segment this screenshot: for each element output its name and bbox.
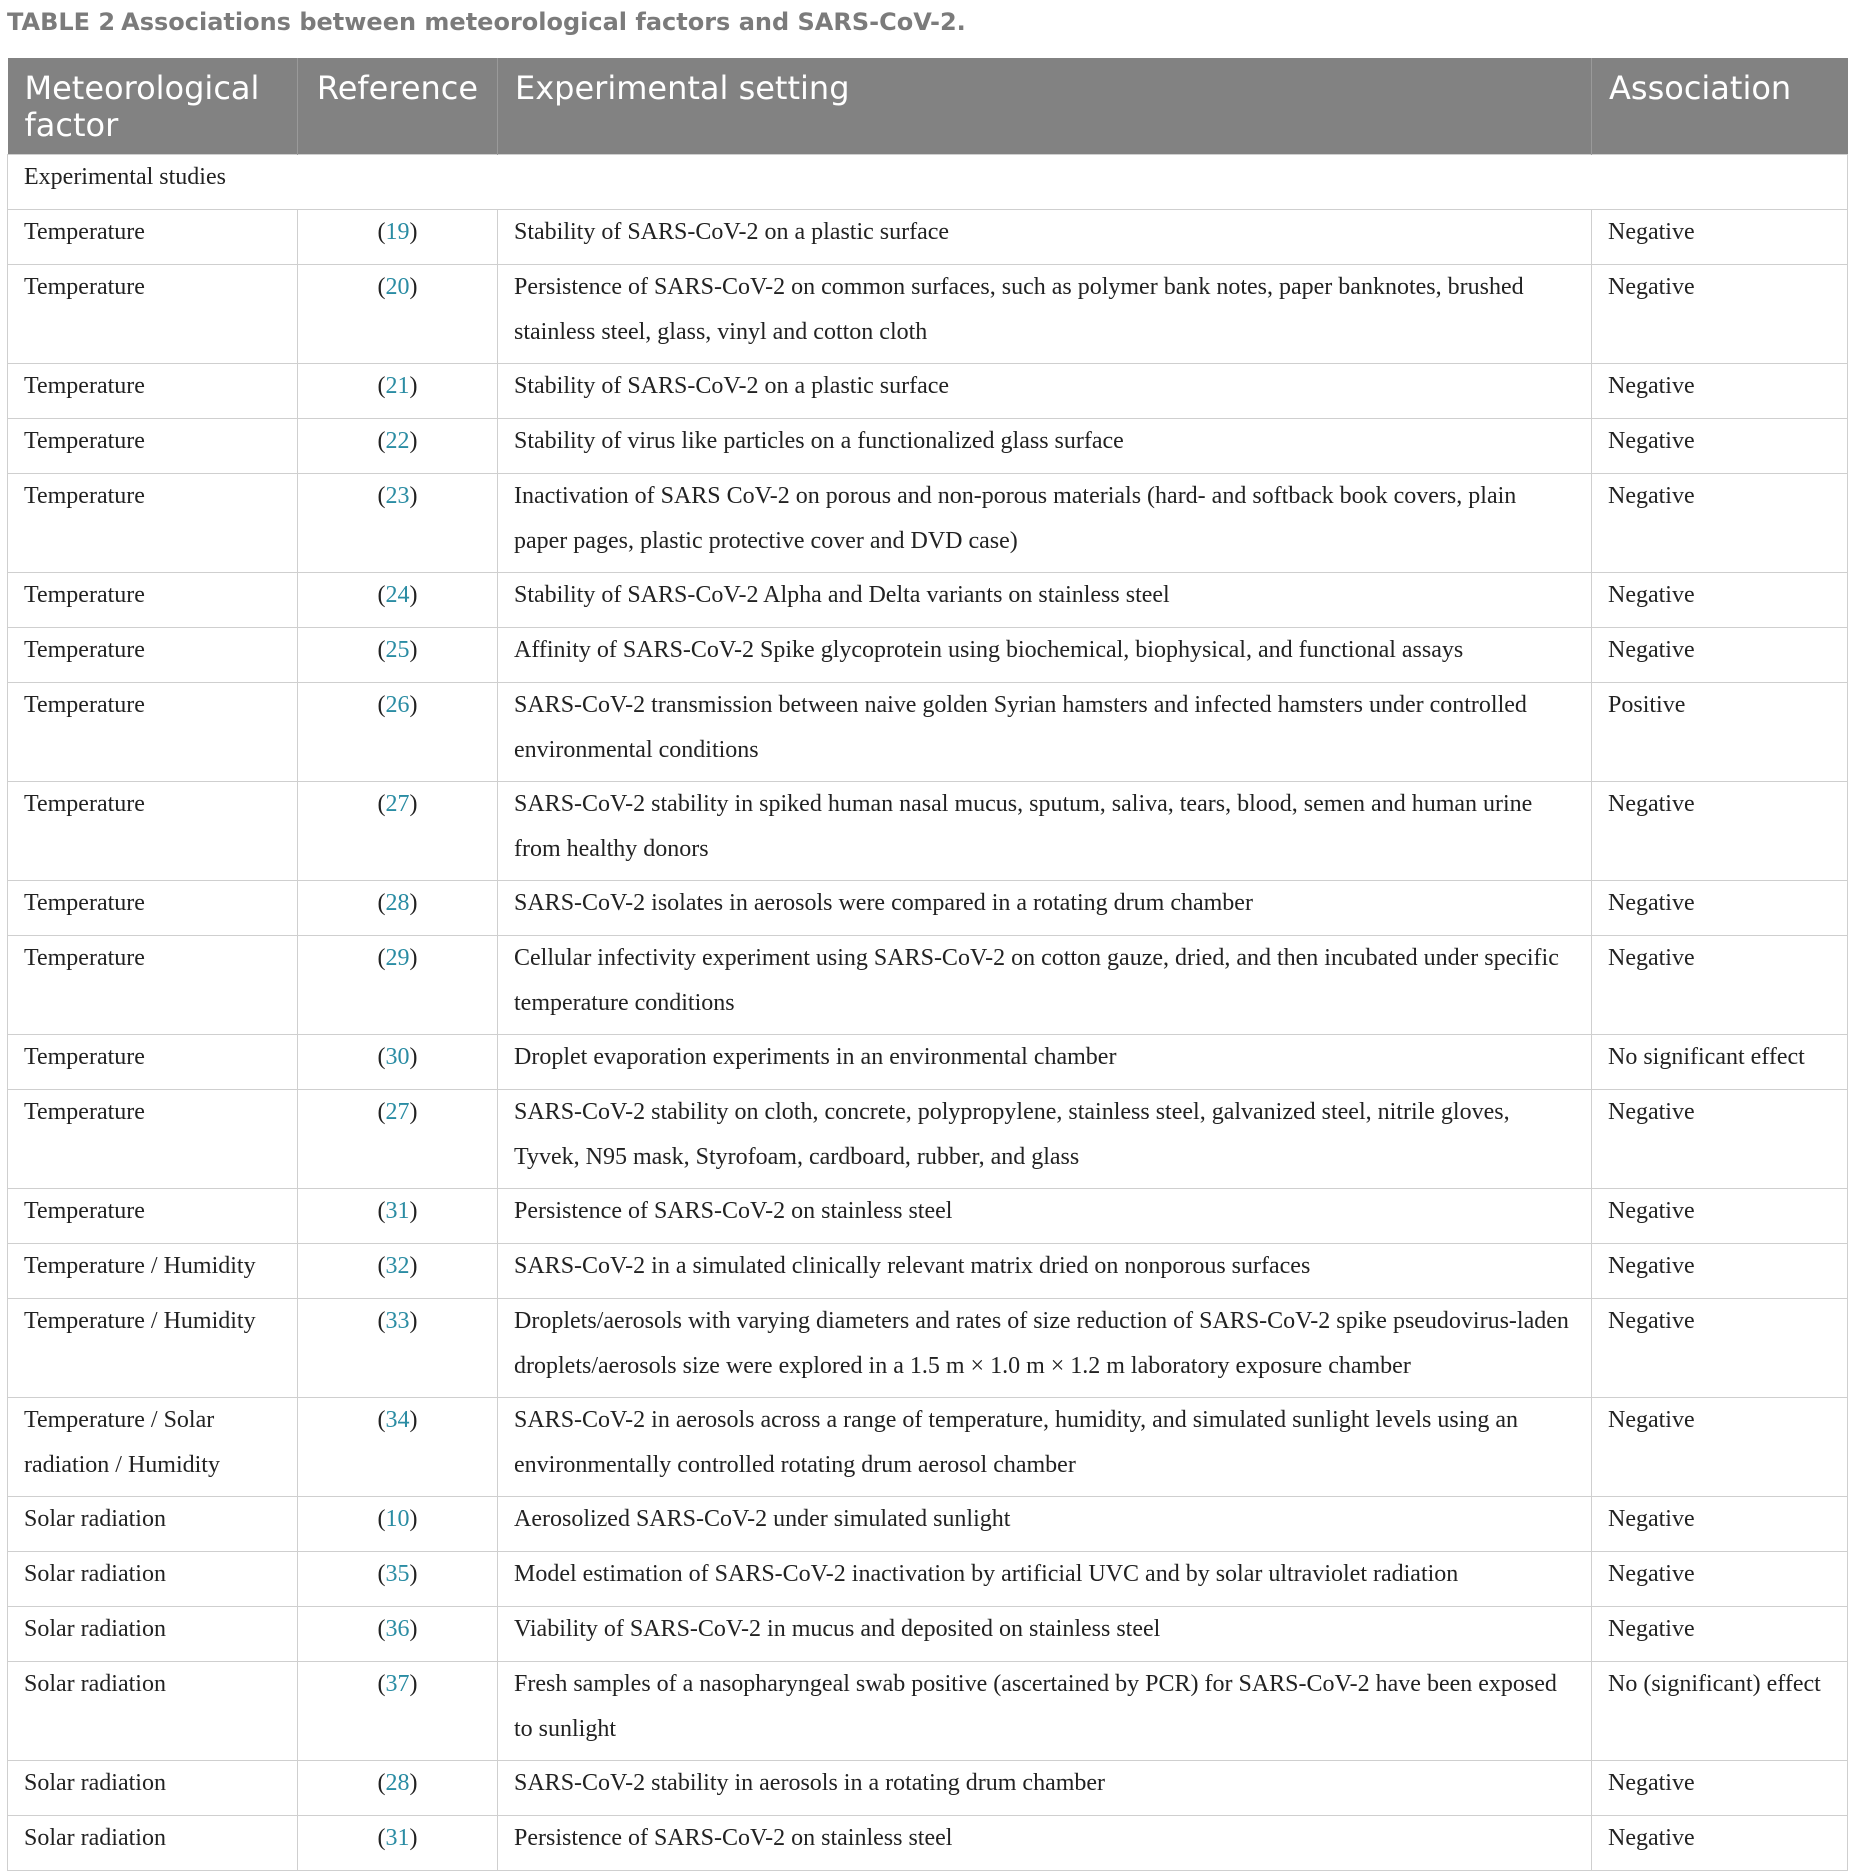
cell-setting: SARS-CoV-2 isolates in aerosols were compared in a rotating drum chamber <box>498 881 1592 936</box>
cell-factor: Temperature <box>8 210 298 265</box>
table-row <box>8 1761 1848 1816</box>
header-factor: Meteorological factor <box>8 58 298 155</box>
cell-factor: Temperature <box>8 474 298 573</box>
cell-reference: (36) <box>298 1607 498 1662</box>
cell-setting: Droplet evaporation experiments in an environmental chamber <box>498 1035 1592 1090</box>
cell-association: Negative <box>1592 1244 1848 1299</box>
reference-link[interactable]: 34 <box>385 1407 410 1433</box>
cell-factor: Temperature <box>8 1090 298 1189</box>
cell-reference: (32) <box>298 1244 498 1299</box>
cell-factor: Temperature <box>8 936 298 1035</box>
table-label: TABLE 2 <box>7 8 116 36</box>
cell-reference: (34) <box>298 1398 498 1497</box>
cell-reference: (19) <box>298 210 498 265</box>
cell-association: Negative <box>1592 628 1848 683</box>
cell-association: Negative <box>1592 1090 1848 1189</box>
cell-association: No (significant) effect <box>1592 1662 1848 1761</box>
cell-factor: Temperature / Solar radiation / Humidity <box>8 1398 298 1497</box>
reference-link[interactable]: 31 <box>385 1825 410 1851</box>
table-row <box>8 1244 1848 1299</box>
table-row <box>8 782 1848 881</box>
cell-setting: Stability of SARS-CoV-2 on a plastic surface <box>498 364 1592 419</box>
cell-factor: Temperature <box>8 265 298 364</box>
table-row <box>8 1552 1848 1607</box>
table-row <box>8 364 1848 419</box>
table-row <box>8 628 1848 683</box>
cell-association: Negative <box>1592 936 1848 1035</box>
table-row <box>8 1035 1848 1090</box>
cell-reference: (31) <box>298 1189 498 1244</box>
reference-link[interactable]: 33 <box>385 1308 410 1334</box>
table-row <box>8 936 1848 1035</box>
table-row <box>8 1607 1848 1662</box>
cell-setting: SARS-CoV-2 transmission between naive golden Syrian hamsters and infected hamsters under controlled environmental conditions <box>498 683 1592 782</box>
reference-link[interactable]: 30 <box>385 1044 410 1070</box>
cell-factor: Temperature <box>8 1035 298 1090</box>
cell-reference: (26) <box>298 683 498 782</box>
reference-link[interactable]: 21 <box>385 373 410 399</box>
table-row <box>8 881 1848 936</box>
cell-association: Negative <box>1592 1299 1848 1398</box>
reference-link[interactable]: 37 <box>385 1671 410 1697</box>
reference-link[interactable]: 22 <box>385 428 410 454</box>
table-row <box>8 210 1848 265</box>
reference-link[interactable]: 23 <box>385 483 410 509</box>
cell-factor: Temperature <box>8 628 298 683</box>
cell-reference: (22) <box>298 419 498 474</box>
reference-link[interactable]: 27 <box>385 1099 410 1125</box>
cell-reference: (33) <box>298 1299 498 1398</box>
cell-setting: Viability of SARS-CoV-2 in mucus and deposited on stainless steel <box>498 1607 1592 1662</box>
section-row <box>8 155 1848 210</box>
cell-setting: Cellular infectivity experiment using SARS-CoV-2 on cotton gauze, dried, and then incubated under specific temperature conditions <box>498 936 1592 1035</box>
associations-table <box>7 58 1848 1871</box>
cell-factor: Temperature <box>8 881 298 936</box>
cell-setting: Persistence of SARS-CoV-2 on stainless steel <box>498 1189 1592 1244</box>
table-row <box>8 1662 1848 1761</box>
cell-reference: (27) <box>298 782 498 881</box>
cell-association: Negative <box>1592 1189 1848 1244</box>
cell-reference: (23) <box>298 474 498 573</box>
cell-reference: (24) <box>298 573 498 628</box>
cell-factor: Solar radiation <box>8 1761 298 1816</box>
cell-factor: Temperature <box>8 364 298 419</box>
cell-association: Negative <box>1592 1398 1848 1497</box>
table-row <box>8 1497 1848 1552</box>
cell-reference: (35) <box>298 1552 498 1607</box>
cell-reference: (30) <box>298 1035 498 1090</box>
cell-reference: (21) <box>298 364 498 419</box>
reference-link[interactable]: 20 <box>385 274 410 300</box>
table-row <box>8 1189 1848 1244</box>
table-row <box>8 1398 1848 1497</box>
cell-factor: Solar radiation <box>8 1497 298 1552</box>
section-label: Experimental studies <box>8 155 1848 210</box>
cell-reference: (28) <box>298 881 498 936</box>
header-association: Association <box>1592 58 1848 155</box>
table-header <box>8 58 1848 155</box>
reference-link[interactable]: 31 <box>385 1198 410 1224</box>
cell-association: Negative <box>1592 881 1848 936</box>
reference-link[interactable]: 35 <box>385 1561 410 1587</box>
cell-factor: Temperature <box>8 1189 298 1244</box>
table-row <box>8 1816 1848 1871</box>
cell-factor: Temperature <box>8 419 298 474</box>
table-title: Associations between meteorological factors and SARS-CoV-2. <box>121 8 966 36</box>
cell-association: Negative <box>1592 474 1848 573</box>
reference-link[interactable]: 36 <box>385 1616 410 1642</box>
reference-link[interactable]: 10 <box>385 1506 410 1532</box>
header-reference: Reference <box>298 58 498 155</box>
cell-setting: Persistence of SARS-CoV-2 on stainless steel <box>498 1816 1592 1871</box>
cell-setting: Affinity of SARS-CoV-2 Spike glycoprotein using biochemical, biophysical, and functional assays <box>498 628 1592 683</box>
cell-association: Negative <box>1592 210 1848 265</box>
cell-setting: Stability of SARS-CoV-2 on a plastic surface <box>498 210 1592 265</box>
reference-link[interactable]: 29 <box>385 945 410 971</box>
cell-reference: (20) <box>298 265 498 364</box>
reference-link[interactable]: 28 <box>385 890 410 916</box>
reference-link[interactable]: 27 <box>385 791 410 817</box>
table-row <box>8 265 1848 364</box>
table-row <box>8 419 1848 474</box>
table-row <box>8 1299 1848 1398</box>
table-body <box>8 155 1848 1871</box>
cell-setting: Persistence of SARS-CoV-2 on common surfaces, such as polymer bank notes, paper banknotes, brushed stainless steel, glass, vinyl and cotton cloth <box>498 265 1592 364</box>
cell-reference: (28) <box>298 1761 498 1816</box>
cell-setting: SARS-CoV-2 in a simulated clinically relevant matrix dried on nonporous surfaces <box>498 1244 1592 1299</box>
cell-setting: SARS-CoV-2 stability on cloth, concrete, polypropylene, stainless steel, galvanized steel, nitrile gloves, Tyvek, N95 mask, Styrofoam, cardboard, rubber, and glass <box>498 1090 1592 1189</box>
cell-factor: Solar radiation <box>8 1552 298 1607</box>
cell-association: Negative <box>1592 1761 1848 1816</box>
cell-reference: (27) <box>298 1090 498 1189</box>
cell-factor: Solar radiation <box>8 1662 298 1761</box>
table-caption <box>7 8 966 36</box>
cell-association: Negative <box>1592 364 1848 419</box>
table-row <box>8 683 1848 782</box>
cell-association: Negative <box>1592 1816 1848 1871</box>
cell-setting: Inactivation of SARS CoV-2 on porous and non-porous materials (hard- and softback book covers, plain paper pages, plastic protective cover and DVD case) <box>498 474 1592 573</box>
cell-setting: Stability of SARS-CoV-2 Alpha and Delta variants on stainless steel <box>498 573 1592 628</box>
cell-setting: Model estimation of SARS-CoV-2 inactivation by artificial UVC and by solar ultraviolet radiation <box>498 1552 1592 1607</box>
cell-association: Negative <box>1592 1607 1848 1662</box>
reference-link[interactable]: 24 <box>385 582 410 608</box>
cell-association: No significant effect <box>1592 1035 1848 1090</box>
table-row <box>8 474 1848 573</box>
cell-association: Positive <box>1592 683 1848 782</box>
cell-association: Negative <box>1592 1497 1848 1552</box>
cell-factor: Solar radiation <box>8 1816 298 1871</box>
table-row <box>8 1090 1848 1189</box>
cell-factor: Temperature <box>8 782 298 881</box>
cell-reference: (25) <box>298 628 498 683</box>
cell-factor: Temperature / Humidity <box>8 1299 298 1398</box>
cell-reference: (37) <box>298 1662 498 1761</box>
cell-setting: Droplets/aerosols with varying diameters and rates of size reduction of SARS-CoV-2 spike pseudovirus-laden droplets/aerosols size were explored in a 1.5 m × 1.0 m × 1.2 m laboratory exposure chamber <box>498 1299 1592 1398</box>
cell-factor: Solar radiation <box>8 1607 298 1662</box>
reference-link[interactable]: 26 <box>385 692 410 718</box>
cell-association: Negative <box>1592 419 1848 474</box>
cell-factor: Temperature <box>8 573 298 628</box>
reference-link[interactable]: 28 <box>385 1770 410 1796</box>
cell-reference: (29) <box>298 936 498 1035</box>
cell-association: Negative <box>1592 573 1848 628</box>
cell-factor: Temperature <box>8 683 298 782</box>
cell-association: Negative <box>1592 1552 1848 1607</box>
cell-setting: Stability of virus like particles on a functionalized glass surface <box>498 419 1592 474</box>
header-setting: Experimental setting <box>498 58 1592 155</box>
cell-reference: (10) <box>298 1497 498 1552</box>
cell-setting: SARS-CoV-2 stability in aerosols in a rotating drum chamber <box>498 1761 1592 1816</box>
cell-setting: Fresh samples of a nasopharyngeal swab positive (ascertained by PCR) for SARS-CoV-2 have been exposed to sunlight <box>498 1662 1592 1761</box>
table-row <box>8 573 1848 628</box>
cell-factor: Temperature / Humidity <box>8 1244 298 1299</box>
cell-setting: Aerosolized SARS-CoV-2 under simulated sunlight <box>498 1497 1592 1552</box>
cell-association: Negative <box>1592 265 1848 364</box>
reference-link[interactable]: 19 <box>385 219 410 245</box>
cell-setting: SARS-CoV-2 in aerosols across a range of temperature, humidity, and simulated sunlight levels using an environmentally controlled rotating drum aerosol chamber <box>498 1398 1592 1497</box>
cell-reference: (31) <box>298 1816 498 1871</box>
reference-link[interactable]: 25 <box>385 637 410 663</box>
cell-setting: SARS-CoV-2 stability in spiked human nasal mucus, sputum, saliva, tears, blood, semen and human urine from healthy donors <box>498 782 1592 881</box>
reference-link[interactable]: 32 <box>385 1253 410 1279</box>
cell-association: Negative <box>1592 782 1848 881</box>
